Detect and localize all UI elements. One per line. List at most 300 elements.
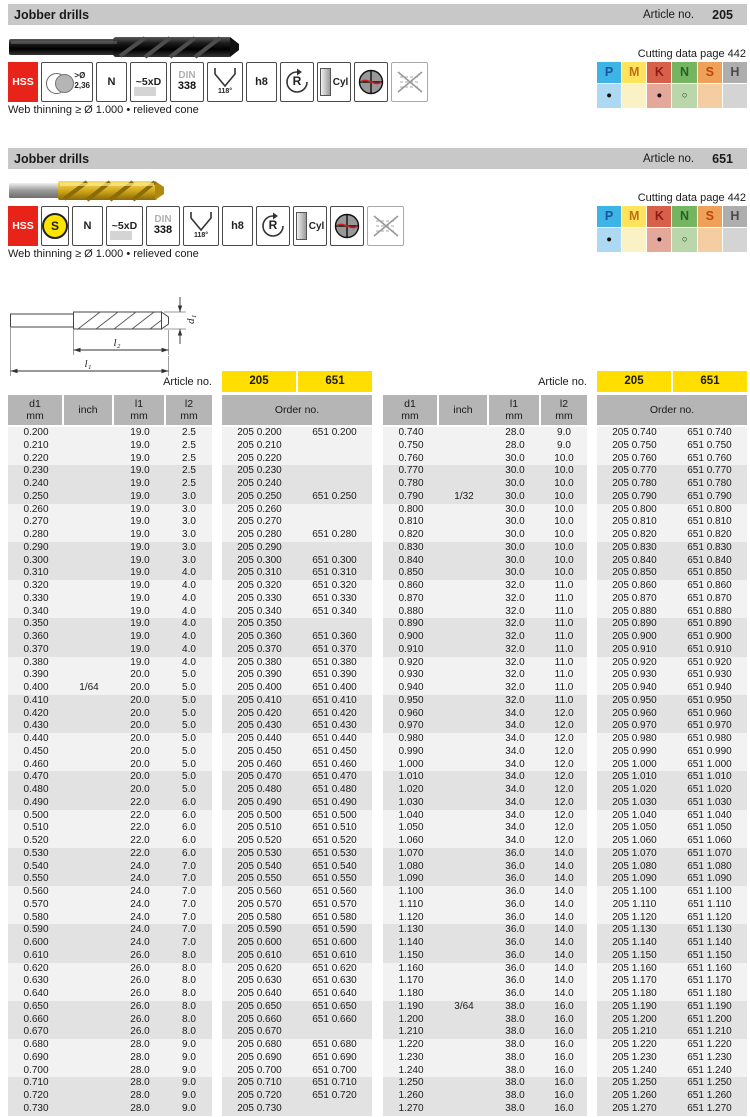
material-group-S: S — [698, 206, 722, 227]
row-gap — [587, 695, 597, 708]
l2-value: 9.0 — [166, 1090, 212, 1103]
order-no-651: 651 0.740 — [672, 427, 747, 440]
d1-value: 0.790 — [383, 491, 439, 504]
l1-value: 20.0 — [114, 669, 166, 682]
inch-value — [64, 1026, 114, 1039]
table-row — [383, 453, 747, 466]
order-no-651: 651 0.990 — [672, 746, 747, 759]
table-row — [8, 631, 372, 644]
row-gap — [212, 848, 222, 861]
row-gap — [587, 606, 597, 619]
order-no-651: 651 1.240 — [672, 1065, 747, 1078]
row-gap — [587, 988, 597, 1001]
l1-value: 30.0 — [489, 465, 541, 478]
table-row — [8, 606, 372, 619]
order-no-651: 651 0.700 — [297, 1065, 372, 1078]
table-row — [8, 822, 372, 835]
d1-value: 0.420 — [8, 708, 64, 721]
row-gap — [587, 886, 597, 899]
row-gap — [212, 822, 222, 835]
l1-value: 19.0 — [114, 567, 166, 580]
d1-value: 0.650 — [8, 1001, 64, 1014]
order-no-205: 205 0.710 — [222, 1077, 297, 1090]
inch-value — [64, 606, 114, 619]
l1-value: 34.0 — [489, 759, 541, 772]
l2-value: 11.0 — [541, 695, 587, 708]
order-no-205: 205 0.370 — [222, 644, 297, 657]
l1-value: 30.0 — [489, 516, 541, 529]
d1-value: 0.640 — [8, 988, 64, 1001]
order-no-651: 651 1.250 — [672, 1077, 747, 1090]
row-gap — [212, 835, 222, 848]
order-no-205: 205 0.700 — [222, 1065, 297, 1078]
row-gap — [212, 682, 222, 695]
row-gap — [212, 759, 222, 772]
web-thinning-diameter-icon: >Ø 2,36 — [41, 62, 93, 102]
l2-value: 6.0 — [166, 822, 212, 835]
order-no-651: 651 0.660 — [297, 1014, 372, 1027]
row-gap — [587, 631, 597, 644]
order-no-205: 205 1.090 — [597, 873, 672, 886]
l1-value: 24.0 — [114, 886, 166, 899]
l2-value: 4.0 — [166, 580, 212, 593]
table-row — [8, 784, 372, 797]
order-no-205: 205 0.910 — [597, 644, 672, 657]
l2-value: 9.0 — [166, 1065, 212, 1078]
material-suitability-M — [622, 228, 646, 252]
row-gap — [212, 618, 222, 631]
row-gap — [587, 478, 597, 491]
article-no-label: Article no. — [538, 375, 587, 388]
d1-value: 1.140 — [383, 937, 439, 950]
l2-value: 5.0 — [166, 695, 212, 708]
l1-value: 24.0 — [114, 937, 166, 950]
table-row — [8, 682, 372, 695]
material-group-S: S — [698, 62, 722, 83]
l2-value: 12.0 — [541, 720, 587, 733]
row-gap — [587, 937, 597, 950]
d1-value: 1.010 — [383, 771, 439, 784]
tolerance-h8-icon: h8 — [222, 206, 253, 246]
l1-value: 30.0 — [489, 529, 541, 542]
l2-value: 2.5 — [166, 427, 212, 440]
order-no-651: 651 0.300 — [297, 555, 372, 568]
material-suitability-K: ● — [647, 84, 671, 108]
inch-value — [439, 1052, 489, 1065]
order-no-205: 205 0.300 — [222, 555, 297, 568]
l1-value: 22.0 — [114, 797, 166, 810]
order-no-205: 205 0.580 — [222, 912, 297, 925]
inch-value — [439, 606, 489, 619]
order-no-205: 205 1.040 — [597, 810, 672, 823]
order-no-205: 205 0.450 — [222, 746, 297, 759]
l2-value: 14.0 — [541, 873, 587, 886]
l2-value: 9.0 — [166, 1039, 212, 1052]
inch-value — [439, 963, 489, 976]
l1-value: 32.0 — [489, 580, 541, 593]
row-gap — [587, 644, 597, 657]
row-gap — [212, 1014, 222, 1027]
d1-value: 0.310 — [8, 567, 64, 580]
l2-value: 14.0 — [541, 937, 587, 950]
row-gap — [587, 1077, 597, 1090]
row-gap — [212, 644, 222, 657]
row-gap — [587, 924, 597, 937]
l2-value: 11.0 — [541, 657, 587, 670]
l2-value: 12.0 — [541, 822, 587, 835]
l1-value: 30.0 — [489, 567, 541, 580]
order-no-205: 205 1.080 — [597, 861, 672, 874]
din-338-icon: DIN 338 — [146, 206, 180, 246]
l2-value: 8.0 — [166, 1001, 212, 1014]
table-row — [383, 822, 747, 835]
material-suitability-P: ● — [597, 228, 621, 252]
table-row — [383, 771, 747, 784]
article-row — [8, 371, 372, 392]
row-gap — [212, 516, 222, 529]
table-row — [383, 516, 747, 529]
order-no-205: 205 0.840 — [597, 555, 672, 568]
order-no-651: 651 0.500 — [297, 810, 372, 823]
inch-value — [64, 1090, 114, 1103]
l2-value: 5.0 — [166, 784, 212, 797]
d1-value: 0.570 — [8, 899, 64, 912]
l1-value: 19.0 — [114, 491, 166, 504]
l2-value: 5.0 — [166, 759, 212, 772]
d1-value: 0.210 — [8, 440, 64, 453]
order-no-651: 651 0.490 — [297, 797, 372, 810]
column-header-l2: l2 mm — [166, 395, 212, 425]
order-no-205: 205 1.100 — [597, 886, 672, 899]
l2-value: 5.0 — [166, 682, 212, 695]
order-no-205: 205 1.130 — [597, 924, 672, 937]
table-row — [383, 784, 747, 797]
l1-value: 34.0 — [489, 784, 541, 797]
row-gap — [212, 580, 222, 593]
l2-value: 16.0 — [541, 1090, 587, 1103]
order-no-651: 651 1.190 — [672, 1001, 747, 1014]
diagram-label-d1: d₁ — [185, 314, 197, 324]
order-no-651: 651 0.630 — [297, 975, 372, 988]
row-gap — [212, 708, 222, 721]
table-row — [8, 478, 372, 491]
l2-value: 6.0 — [166, 810, 212, 823]
l2-value: 4.0 — [166, 606, 212, 619]
row-gap — [587, 427, 597, 440]
l1-value: 19.0 — [114, 516, 166, 529]
right-hand-rotation-icon: R — [256, 206, 290, 246]
order-no-651: 651 0.980 — [672, 733, 747, 746]
row-gap — [587, 708, 597, 721]
l1-value: 36.0 — [489, 899, 541, 912]
inch-value — [439, 835, 489, 848]
order-no-205: 205 0.380 — [222, 657, 297, 670]
application-material-table — [597, 62, 747, 108]
l2-value: 4.0 — [166, 657, 212, 670]
l1-value: 38.0 — [489, 1103, 541, 1116]
row-gap — [212, 1065, 222, 1078]
order-no-651: 651 1.110 — [672, 899, 747, 912]
l1-value: 32.0 — [489, 644, 541, 657]
order-no-651: 651 0.570 — [297, 899, 372, 912]
d1-value: 0.940 — [383, 682, 439, 695]
order-no-205: 205 1.240 — [597, 1065, 672, 1078]
order-no-651: 651 1.150 — [672, 950, 747, 963]
table-row — [8, 759, 372, 772]
article-box-651: 651 — [673, 371, 747, 392]
l1-value: 20.0 — [114, 695, 166, 708]
table-row — [383, 606, 747, 619]
inch-value — [64, 899, 114, 912]
table-row — [8, 873, 372, 886]
l2-value: 2.5 — [166, 440, 212, 453]
order-no-651: 651 1.010 — [672, 771, 747, 784]
table-row — [383, 708, 747, 721]
row-gap — [587, 1065, 597, 1078]
symbol-icon-row — [8, 206, 404, 246]
order-no-205: 205 0.610 — [222, 950, 297, 963]
order-no-651: 651 1.060 — [672, 835, 747, 848]
order-no-205: 205 0.670 — [222, 1026, 297, 1039]
d1-value: 0.900 — [383, 631, 439, 644]
row-gap — [587, 1039, 597, 1052]
inch-value — [64, 427, 114, 440]
l2-value: 11.0 — [541, 682, 587, 695]
order-no-205: 205 0.980 — [597, 733, 672, 746]
l1-value: 36.0 — [489, 988, 541, 1001]
l2-value: 2.5 — [166, 478, 212, 491]
page-title: Jobber drills — [14, 151, 90, 166]
order-no-205: 205 0.860 — [597, 580, 672, 593]
inch-value — [64, 504, 114, 517]
inch-value — [439, 720, 489, 733]
inch-value — [439, 759, 489, 772]
order-no-651: 651 0.890 — [672, 618, 747, 631]
order-no-651: 651 0.840 — [672, 555, 747, 568]
order-no-651: 651 0.800 — [672, 504, 747, 517]
material-group-H: H — [723, 206, 747, 227]
order-no-205: 205 0.320 — [222, 580, 297, 593]
inch-value — [439, 567, 489, 580]
inch-value — [64, 618, 114, 631]
material-suitability-H — [723, 84, 747, 108]
order-no-205: 205 0.650 — [222, 1001, 297, 1014]
l1-value: 34.0 — [489, 720, 541, 733]
table-row — [383, 720, 747, 733]
drill-photo-651 — [8, 174, 166, 206]
order-no-651: 651 1.170 — [672, 975, 747, 988]
d1-value: 1.220 — [383, 1039, 439, 1052]
order-no-651: 651 0.590 — [297, 924, 372, 937]
order-no-205: 205 1.220 — [597, 1039, 672, 1052]
l2-value: 6.0 — [166, 797, 212, 810]
table-row — [8, 440, 372, 453]
table-row — [8, 1052, 372, 1065]
l1-value: 36.0 — [489, 937, 541, 950]
l2-value: 14.0 — [541, 848, 587, 861]
order-no-651: 651 1.040 — [672, 810, 747, 823]
order-no-205: 205 0.850 — [597, 567, 672, 580]
d1-value: 0.930 — [383, 669, 439, 682]
inch-value — [439, 695, 489, 708]
inch-value — [64, 695, 114, 708]
order-no-205: 205 1.050 — [597, 822, 672, 835]
order-no-205: 205 1.150 — [597, 950, 672, 963]
inch-value — [439, 848, 489, 861]
column-header-inch: inch — [439, 395, 487, 425]
table-row — [8, 427, 372, 440]
order-no-651: 651 0.770 — [672, 465, 747, 478]
material-suitability-P: ● — [597, 84, 621, 108]
d1-value: 0.890 — [383, 618, 439, 631]
row-gap — [212, 465, 222, 478]
table-row — [8, 555, 372, 568]
material-group-P: P — [597, 62, 621, 83]
l1-value: 30.0 — [489, 491, 541, 504]
d1-value: 0.440 — [8, 733, 64, 746]
order-no-205: 205 1.000 — [597, 759, 672, 772]
inch-value — [439, 618, 489, 631]
order-no-651 — [297, 1103, 372, 1116]
order-no-651: 651 0.860 — [672, 580, 747, 593]
inch-value — [64, 1077, 114, 1090]
type-n-icon: N — [72, 206, 103, 246]
l2-value: 16.0 — [541, 1014, 587, 1027]
order-no-205: 205 0.950 — [597, 695, 672, 708]
row-gap — [587, 542, 597, 555]
order-no-651 — [297, 478, 372, 491]
l1-value: 28.0 — [114, 1103, 166, 1116]
l2-value: 12.0 — [541, 708, 587, 721]
l1-value: 36.0 — [489, 873, 541, 886]
order-no-205: 205 1.180 — [597, 988, 672, 1001]
order-no-651: 651 0.910 — [672, 644, 747, 657]
l2-value: 14.0 — [541, 950, 587, 963]
l2-value: 5.0 — [166, 746, 212, 759]
l2-value: 3.0 — [166, 516, 212, 529]
column-header-d1: d1 mm — [383, 395, 437, 425]
order-no-205: 205 0.220 — [222, 453, 297, 466]
row-gap — [587, 759, 597, 772]
inch-value — [64, 465, 114, 478]
l2-value: 8.0 — [166, 988, 212, 1001]
row-gap — [212, 886, 222, 899]
table-row — [383, 555, 747, 568]
table-row — [383, 950, 747, 963]
order-no-651: 651 0.480 — [297, 784, 372, 797]
no-internal-coolant-icon — [367, 206, 404, 246]
l2-value: 8.0 — [166, 963, 212, 976]
row-gap — [587, 771, 597, 784]
l2-value: 12.0 — [541, 784, 587, 797]
row-gap — [212, 963, 222, 976]
l2-value: 9.0 — [541, 440, 587, 453]
order-no-651: 651 0.410 — [297, 695, 372, 708]
row-gap — [212, 1090, 222, 1103]
inch-value — [439, 504, 489, 517]
d1-value: 1.040 — [383, 810, 439, 823]
order-no-205: 205 1.070 — [597, 848, 672, 861]
d1-value: 1.100 — [383, 886, 439, 899]
column-header-l1: l1 mm — [489, 395, 539, 425]
order-no-205: 205 0.590 — [222, 924, 297, 937]
order-no-651: 651 0.600 — [297, 937, 372, 950]
table-row — [383, 746, 747, 759]
row-gap — [587, 580, 597, 593]
l2-value: 10.0 — [541, 465, 587, 478]
l2-value: 7.0 — [166, 912, 212, 925]
inch-value — [64, 491, 114, 504]
table-row — [383, 1039, 747, 1052]
d1-value: 0.330 — [8, 593, 64, 606]
row-gap — [587, 440, 597, 453]
order-no-205: 205 0.490 — [222, 797, 297, 810]
row-gap — [212, 478, 222, 491]
d1-value: 1.000 — [383, 759, 439, 772]
d1-value: 0.400 — [8, 682, 64, 695]
row-gap — [587, 861, 597, 874]
l1-value: 38.0 — [489, 1065, 541, 1078]
row-gap — [212, 924, 222, 937]
order-no-205: 205 1.010 — [597, 771, 672, 784]
row-gap — [587, 784, 597, 797]
l2-value: 4.0 — [166, 618, 212, 631]
table-row — [8, 988, 372, 1001]
l1-value: 20.0 — [114, 746, 166, 759]
table-row — [383, 733, 747, 746]
table-row — [383, 440, 747, 453]
row-gap — [587, 912, 597, 925]
l1-value: 36.0 — [489, 975, 541, 988]
order-no-205: 205 0.760 — [597, 453, 672, 466]
l2-value: 14.0 — [541, 963, 587, 976]
row-gap — [212, 784, 222, 797]
table-row — [8, 861, 372, 874]
web-thinning-note: Web thinning ≥ Ø 1.000 • relieved cone — [8, 104, 199, 116]
material-group-K: K — [647, 206, 671, 227]
order-no-651: 651 0.750 — [672, 440, 747, 453]
l2-value: 12.0 — [541, 771, 587, 784]
row-gap — [212, 567, 222, 580]
order-no-205: 205 1.200 — [597, 1014, 672, 1027]
l1-value: 20.0 — [114, 771, 166, 784]
l1-value: 34.0 — [489, 822, 541, 835]
l2-value: 11.0 — [541, 618, 587, 631]
d1-value: 1.260 — [383, 1090, 439, 1103]
l1-value: 24.0 — [114, 861, 166, 874]
l2-value: 10.0 — [541, 478, 587, 491]
order-no-205: 205 1.060 — [597, 835, 672, 848]
l1-value: 19.0 — [114, 529, 166, 542]
inch-value — [64, 669, 114, 682]
d1-value: 0.230 — [8, 465, 64, 478]
order-no-205: 205 0.810 — [597, 516, 672, 529]
column-header-l2: l2 mm — [541, 395, 587, 425]
row-gap — [212, 1001, 222, 1014]
inch-value — [439, 657, 489, 670]
l2-value: 14.0 — [541, 861, 587, 874]
table-row — [383, 682, 747, 695]
l2-value: 12.0 — [541, 797, 587, 810]
inch-value — [439, 912, 489, 925]
l1-value: 20.0 — [114, 759, 166, 772]
column-header-l1: l1 mm — [114, 395, 164, 425]
d1-value: 1.170 — [383, 975, 439, 988]
inch-value — [64, 567, 114, 580]
table-row — [383, 542, 747, 555]
article-no-label: Article no. — [643, 8, 695, 21]
type-n-icon: N — [96, 62, 127, 102]
